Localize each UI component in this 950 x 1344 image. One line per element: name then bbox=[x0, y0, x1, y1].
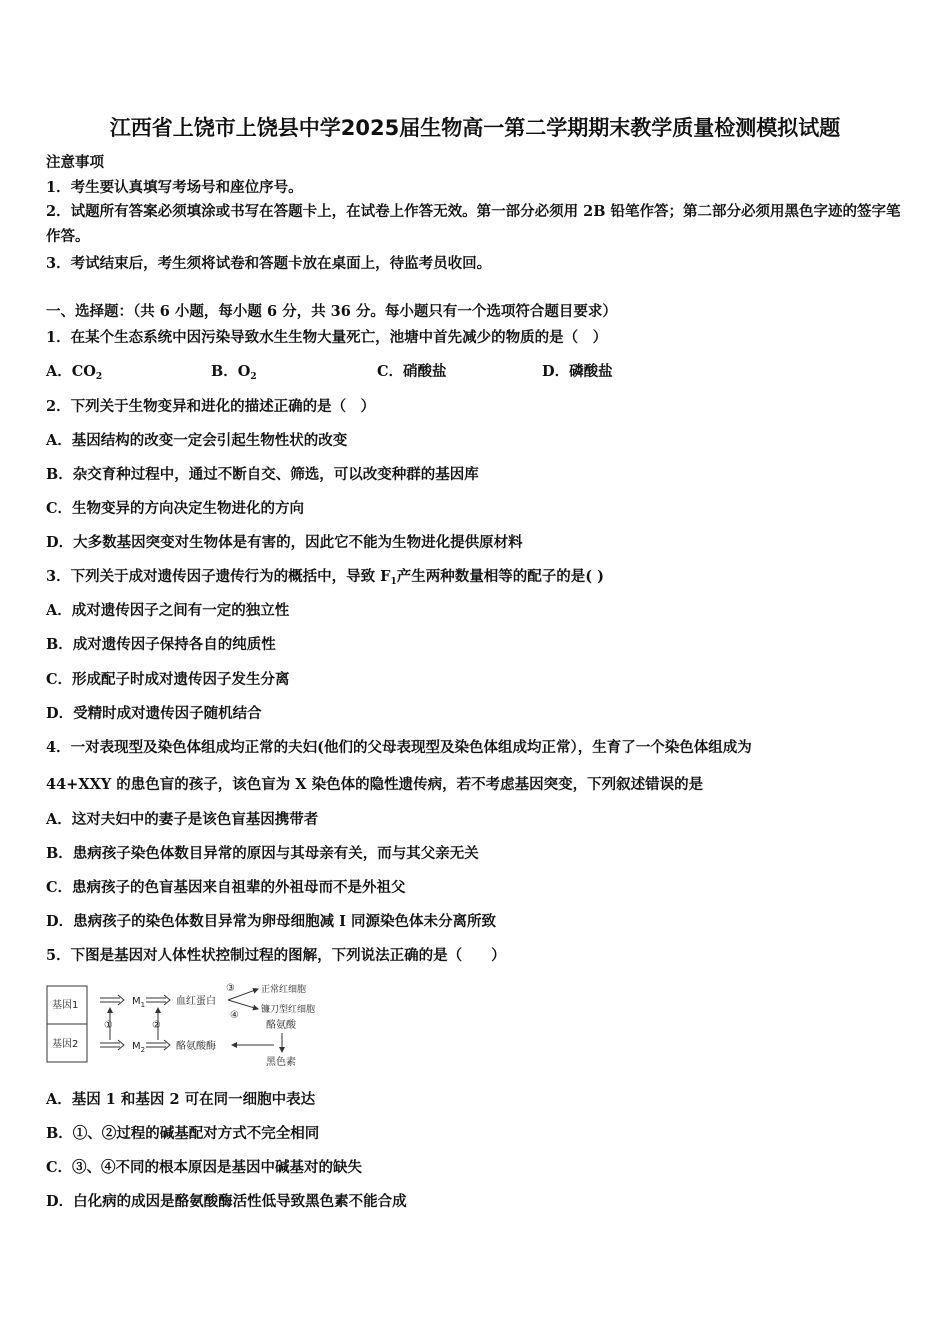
q4-option-c: C．患病孩子的色盲基因来自祖辈的外祖母而不是外祖父 bbox=[46, 879, 406, 896]
q5-option-c: C．③、④不同的根本原因是基因中碱基对的缺失 bbox=[46, 1159, 363, 1176]
circle-3: ③ bbox=[226, 983, 235, 994]
q1-option-c: C．硝酸盐 bbox=[377, 363, 447, 380]
q5-stem: 5．下图是基因对人体性状控制过程的图解，下列说法正确的是（ ） bbox=[46, 947, 506, 964]
q2-option-b: B．杂交育种过程中，通过不断自交、筛选，可以改变种群的基因库 bbox=[46, 466, 479, 483]
q5-option-d: D．白化病的成因是酪氨酸酶活性低导致黑色素不能合成 bbox=[46, 1193, 407, 1210]
q3-option-c: C．形成配子时成对遗传因子发生分离 bbox=[46, 671, 290, 688]
notice-item-1: 1．考生要认真填写考场号和座位序号。 bbox=[46, 179, 303, 196]
q3-option-d: D．受精时成对遗传因子随机结合 bbox=[46, 705, 262, 722]
tyrosine-label: 酪氨酸 bbox=[266, 1020, 296, 1031]
q3-option-b: B．成对遗传因子保持各自的纯质性 bbox=[46, 636, 276, 653]
q2-option-a: A．基因结构的改变一定会引起生物性状的改变 bbox=[46, 432, 348, 449]
sickle-rbc-label: 镰刀型红细胞 bbox=[261, 1005, 316, 1015]
q4-stem-line2: 44+XXY 的患色盲的孩子，该色盲为 X 染色体的隐性遗传病，若不考虑基因突变，下列叙述错误的是 bbox=[46, 776, 704, 793]
q4-option-a: A．这对夫妇中的妻子是该色盲基因携带者 bbox=[46, 811, 319, 828]
q3-stem: 3．下列关于成对遗传因子遗传行为的概括中，导致 $F_1$产生两种数量相等的配子的是( ) bbox=[46, 568, 604, 587]
q1-option-d: D．磷酸盐 bbox=[542, 363, 613, 380]
q1-option-a: A．$CO_2$ bbox=[46, 363, 103, 382]
m2-label: $M_2$ bbox=[132, 1041, 146, 1054]
section-heading: 一、选择题：（共 6 小题，每小题 6 分，共 36 分。每小题只有一个选项符合题目要求） bbox=[46, 303, 617, 320]
q3-option-a: A．成对遗传因子之间有一定的独立性 bbox=[46, 602, 290, 619]
gene1-label: 基因1 bbox=[52, 1000, 79, 1011]
q2-option-c: C．生物变异的方向决定生物进化的方向 bbox=[46, 500, 305, 517]
gene-control-diagram bbox=[46, 980, 336, 1068]
notice-item-3: 3．考试结束后，考生须将试卷和答题卡放在桌面上，待监考员收回。 bbox=[46, 255, 492, 272]
circle-1: ① bbox=[104, 1020, 113, 1031]
q4-stem-line1: 4．一对表现型及染色体组成均正常的夫妇(他们的父母表现型及染色体组成均正常），生育了一个染色体组成为 bbox=[46, 739, 752, 756]
notice-item-2: 2．试题所有答案必须填涂或书写在答题卡上，在试卷上作答无效。第一部分必须用 2B 铅笔作答；第二部分必须用黑色字迹的签字笔作答。 bbox=[46, 203, 901, 245]
notice-heading: 注意事项 bbox=[46, 154, 104, 171]
m1-label: $M_1$ bbox=[132, 996, 146, 1009]
circle-2: ② bbox=[152, 1020, 161, 1031]
gene2-label: 基因2 bbox=[52, 1039, 79, 1050]
q4-option-b: B．患病孩子染色体数目异常的原因与其母亲有关，而与其父亲无关 bbox=[46, 845, 479, 862]
melanin-label: 黑色素 bbox=[266, 1057, 296, 1068]
exam-title: 江西省上饶市上饶县中学2025届生物高一第二学期期末教学质量检测模拟试题 bbox=[109, 116, 841, 140]
q1-option-b: B．$O_2$ bbox=[211, 363, 257, 382]
q1-stem: 1．在某个生态系统中因污染导致水生生物大量死亡，池塘中首先减少的物质的是（ ） bbox=[46, 329, 608, 346]
q4-option-d: D．患病孩子的染色体数目异常为卵母细胞减 I 同源染色体未分离所致 bbox=[46, 913, 496, 930]
q5-option-b: B．①、②过程的碱基配对方式不完全相同 bbox=[46, 1125, 320, 1142]
q2-stem: 2．下列关于生物变异和进化的描述正确的是（ ） bbox=[46, 398, 376, 415]
normal-rbc-label: 正常红细胞 bbox=[261, 985, 307, 995]
tyrosinase-label: 酪氨酸酶 bbox=[176, 1041, 216, 1052]
circle-4: ④ bbox=[230, 1010, 239, 1021]
q2-option-d: D．大多数基因突变对生物体是有害的，因此它不能为生物进化提供原材料 bbox=[46, 534, 523, 551]
hemoglobin-label: 血红蛋白 bbox=[176, 996, 216, 1007]
q5-option-a: A．基因 1 和基因 2 可在同一细胞中表达 bbox=[46, 1091, 316, 1108]
